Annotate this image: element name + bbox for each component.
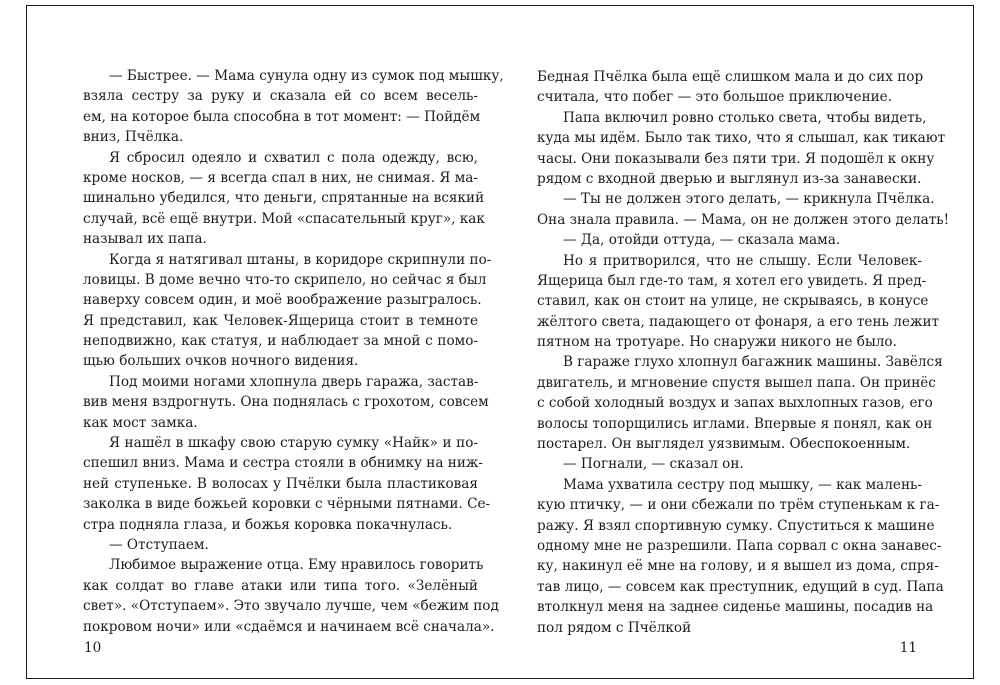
text-line: Под моими ногами хлопнула дверь гаража, застав- [109, 373, 479, 390]
text-line: ражу. Я взял спортивную сумку. Спуститься к машине [537, 517, 935, 534]
text-line: свет». «Отступаем». Это звучало лучше, чем «бежим под [83, 598, 499, 615]
text-line: Она знала правила. — Мама, он не должен этого делать! [537, 211, 950, 228]
text-line: Я сбросил одеяло и схватил с пола одежду, всю, [109, 149, 478, 166]
text-line: покровом ночи» или «сдаёмся и начинаем всё сначала». [83, 618, 495, 635]
text-line: как солдат во главе атаки или типа того. «Зелёный [83, 577, 478, 594]
text-line: с собой холодный воздух и запах выхлопных газов, его [537, 395, 933, 412]
right-page [501, 6, 975, 678]
text-line: считала, что побег — это большое приключение. [537, 89, 893, 106]
text-line: Когда я натягивал штаны, в коридоре скрипнули по- [109, 251, 492, 268]
text-line: кую птичку, — и они сбежали по трём ступенькам к га- [537, 497, 940, 514]
text-line: Мама ухватила сестру под мышку, — как малень- [563, 476, 922, 493]
text-line: ку, накинул её мне на голову, и я вышел из дома, спря- [537, 558, 939, 575]
text-line: пятном на тротуаре. Но снаружи никого не было. [537, 334, 897, 351]
text-line: Бедная Пчёлка была ещё слишком мала и до сих пор [537, 69, 924, 85]
text-line: наверху совсем один, и моё воображение разыгралось. [83, 292, 482, 309]
text-line: жёлтого света, падающего от фонаря, а его тень лежит [537, 313, 940, 330]
text-line: Я нашёл в шкафу свою старую сумку «Найк» и по- [109, 435, 478, 452]
text-line: ней ступеньке. В волосах у Пчёлки была пластиковая [83, 475, 478, 492]
text-line: Папа включил ровно столько света, чтобы видеть, [563, 109, 927, 126]
text-line: ем, на которое была способна в тот момент: — Пойдём [83, 108, 481, 125]
text-line: — Отступаем. [109, 536, 209, 553]
text-line: двигатель, и мгновение спустя вышел папа. Он принёс [537, 374, 936, 391]
text-line: кроме носков, — я всегда спал в них, не снимая. Я ма- [83, 169, 478, 186]
text-line: куда мы идём. Было так тихо, что я слышал, как тикают [537, 130, 946, 147]
text-line: постарел. Он выглядел уязвимым. Обеспокоенным. [537, 436, 911, 453]
text-line: вниз, Пчёлка. [83, 129, 184, 146]
text-line: втолкнул меня на заднее сиденье машины, посадив на [537, 599, 934, 616]
right-page-number: 11 [899, 640, 917, 656]
text-line: ловицы. В доме вечно что-то скрипело, но сейчас я был [83, 271, 487, 288]
text-line: вив меня вздрогнуть. Она поднялась с грохотом, совсем [83, 394, 489, 411]
text-line: одному мне не разрешили. Папа сорвал с окна занавес- [537, 537, 942, 554]
text-line: Любимое выражение отца. Ему нравилось говорить [109, 557, 484, 574]
text-line: Ящерица был где-то там, я хотел его увидеть. Я пред- [537, 272, 927, 289]
left-page-number: 10 [84, 640, 102, 656]
text-line: взяла сестру за руку и сказала ей со всем весель- [83, 88, 478, 105]
text-line: волосы топорщились иглами. Впервые я понял, как он [537, 415, 933, 432]
text-line: неподвижно, как статуя, и наблюдает за мной с помо- [83, 333, 478, 350]
text-line: пол рядом с Пчёлкой [537, 619, 692, 636]
text-line: Но я притворился, что не слышу. Если Человек- [563, 252, 922, 269]
left-page [27, 6, 504, 678]
text-line: — Да, отойди оттуда, — сказала мама. [563, 232, 841, 249]
book-spread [26, 5, 974, 679]
left-page-text [83, 66, 504, 637]
text-line: называл их папа. [83, 231, 207, 248]
text-line: В гараже глухо хлопнул багажник машины. Завёлся [563, 354, 943, 371]
text-line: — Быстрее. — Мама сунула одну из сумок под мышку, [109, 68, 504, 84]
right-page-text [537, 67, 950, 638]
text-line: тав лицо, — совсем как преступник, едущий в суд. Папа [537, 578, 944, 595]
text-line: заколка в виде божьей коровки с чёрными пятнами. Се- [83, 496, 491, 513]
text-line: стра подняла глаза, и божья коровка покачнулась. [83, 516, 453, 533]
text-line: шинально убедился, что деньги, спрятанные на всякий [83, 190, 485, 207]
text-line: — Ты не должен этого делать, — крикнула Пчёлка. [563, 191, 935, 208]
text-line: как мост замка. [83, 414, 198, 431]
text-line: ставил, как он стоит на улице, не скрываясь, в конусе [537, 293, 929, 310]
text-line: рядом с входной дверью и выглянул из-за занавески. [537, 170, 922, 187]
text-line: Я представил, как Человек-Ящерица стоит в темноте [83, 312, 478, 329]
text-line: часы. Они показывали без пяти три. Я подошёл к окну [537, 150, 935, 167]
text-line: щью больших очков ночного видения. [83, 353, 359, 370]
text-line: случай, всё ещё внутри. Мой «спасательный круг», как [83, 210, 485, 227]
text-line: спешил вниз. Мама и сестра стояли в обнимку на ниж- [83, 455, 483, 472]
text-line: — Погнали, — сказал он. [563, 456, 744, 473]
